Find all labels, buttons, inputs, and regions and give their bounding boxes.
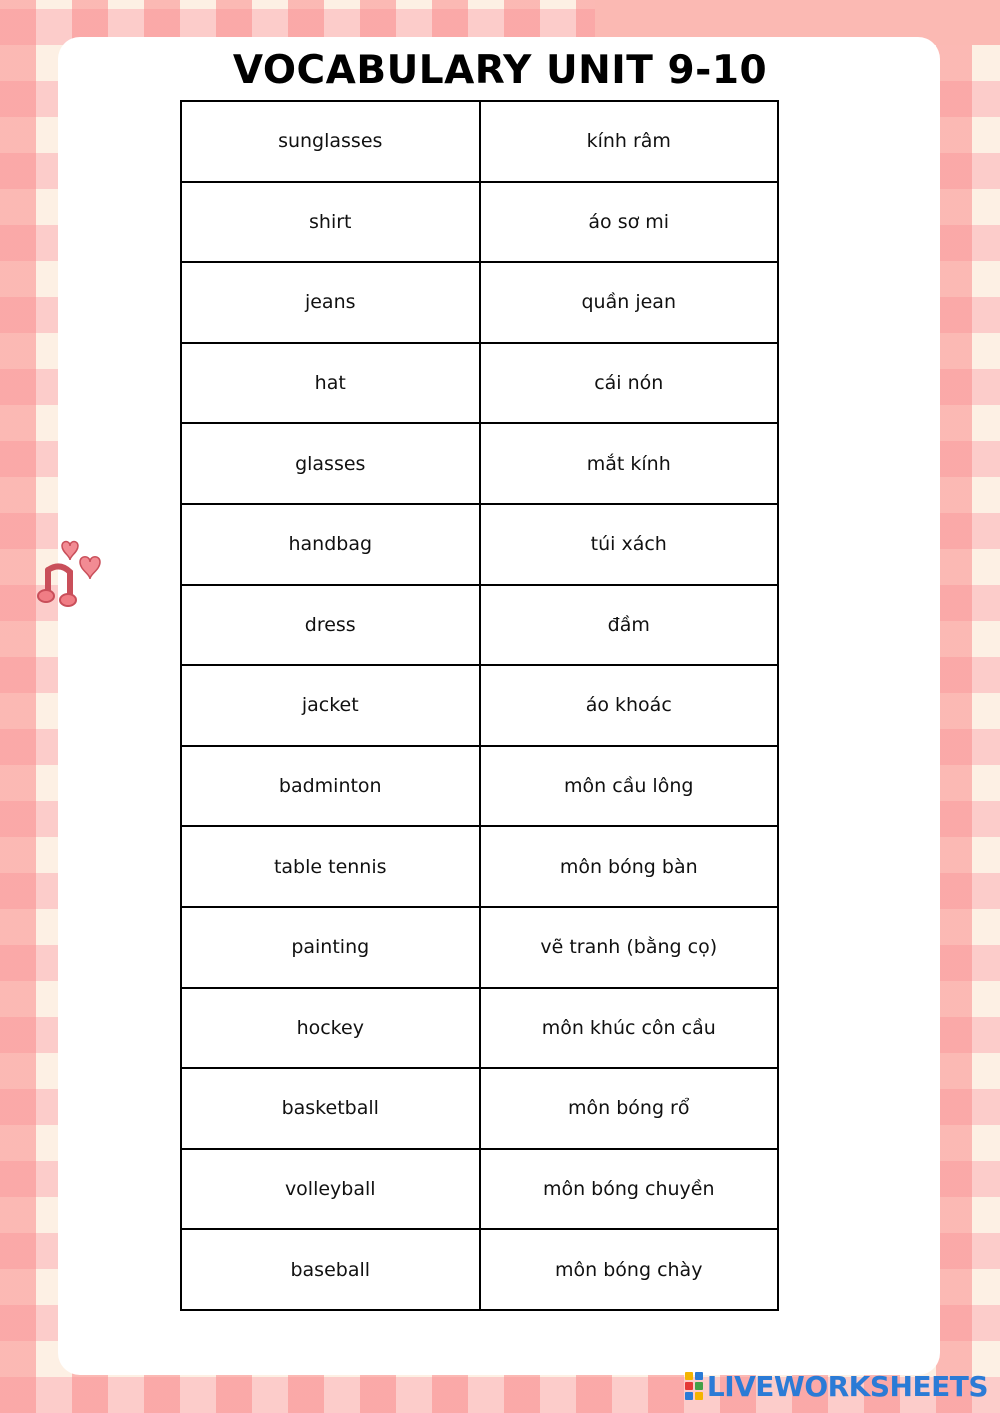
vocab-row	[181, 182, 778, 263]
vocab-row	[181, 665, 778, 746]
vocab-row	[181, 101, 778, 182]
vocabulary-table	[180, 100, 779, 1311]
vocab-row	[181, 907, 778, 988]
vietnamese-meaning-cell: đầm	[480, 585, 779, 666]
music-note-hearts-icon	[36, 532, 106, 612]
english-word-cell: badminton	[181, 746, 480, 827]
liveworksheets-watermark	[685, 1369, 988, 1403]
english-word-cell: hat	[181, 343, 480, 424]
english-word-cell: hockey	[181, 988, 480, 1069]
english-word-cell: glasses	[181, 423, 480, 504]
vietnamese-meaning-cell: môn bóng chày	[480, 1229, 779, 1310]
english-word-cell: table tennis	[181, 826, 480, 907]
vietnamese-meaning-cell: môn bóng rổ	[480, 1068, 779, 1149]
vietnamese-meaning-cell: môn cầu lông	[480, 746, 779, 827]
page-title: VOCABULARY UNIT 9-10	[232, 48, 768, 93]
vietnamese-meaning-cell: cái nón	[480, 343, 779, 424]
vietnamese-meaning-cell: môn bóng bàn	[480, 826, 779, 907]
english-word-cell: sunglasses	[181, 101, 480, 182]
liveworksheets-wordmark: LIVEWORKSHEETS	[706, 1369, 988, 1403]
vocab-row	[181, 262, 778, 343]
vocab-row	[181, 343, 778, 424]
english-word-cell: painting	[181, 907, 480, 988]
english-word-cell: jeans	[181, 262, 480, 343]
english-word-cell: shirt	[181, 182, 480, 263]
english-word-cell: dress	[181, 585, 480, 666]
liveworksheets-logo-icon	[685, 1372, 703, 1400]
vocab-row	[181, 1068, 778, 1149]
vietnamese-meaning-cell: vẽ tranh (bằng cọ)	[480, 907, 779, 988]
vietnamese-meaning-cell: áo sơ mi	[480, 182, 779, 263]
vietnamese-meaning-cell: áo khoác	[480, 665, 779, 746]
vocab-row	[181, 423, 778, 504]
vocab-row	[181, 826, 778, 907]
vietnamese-meaning-cell: mắt kính	[480, 423, 779, 504]
vocab-row	[181, 1149, 778, 1230]
vietnamese-meaning-cell: quần jean	[480, 262, 779, 343]
vocab-row	[181, 585, 778, 666]
vietnamese-meaning-cell: môn bóng chuyền	[480, 1149, 779, 1230]
english-word-cell: baseball	[181, 1229, 480, 1310]
english-word-cell: jacket	[181, 665, 480, 746]
vietnamese-meaning-cell: túi xách	[480, 504, 779, 585]
english-word-cell: volleyball	[181, 1149, 480, 1230]
english-word-cell: handbag	[181, 504, 480, 585]
vocab-row	[181, 988, 778, 1069]
vocab-row	[181, 1229, 778, 1310]
vietnamese-meaning-cell: môn khúc côn cầu	[480, 988, 779, 1069]
vocab-row	[181, 504, 778, 585]
vietnamese-meaning-cell: kính râm	[480, 101, 779, 182]
vocab-row	[181, 746, 778, 827]
english-word-cell: basketball	[181, 1068, 480, 1149]
